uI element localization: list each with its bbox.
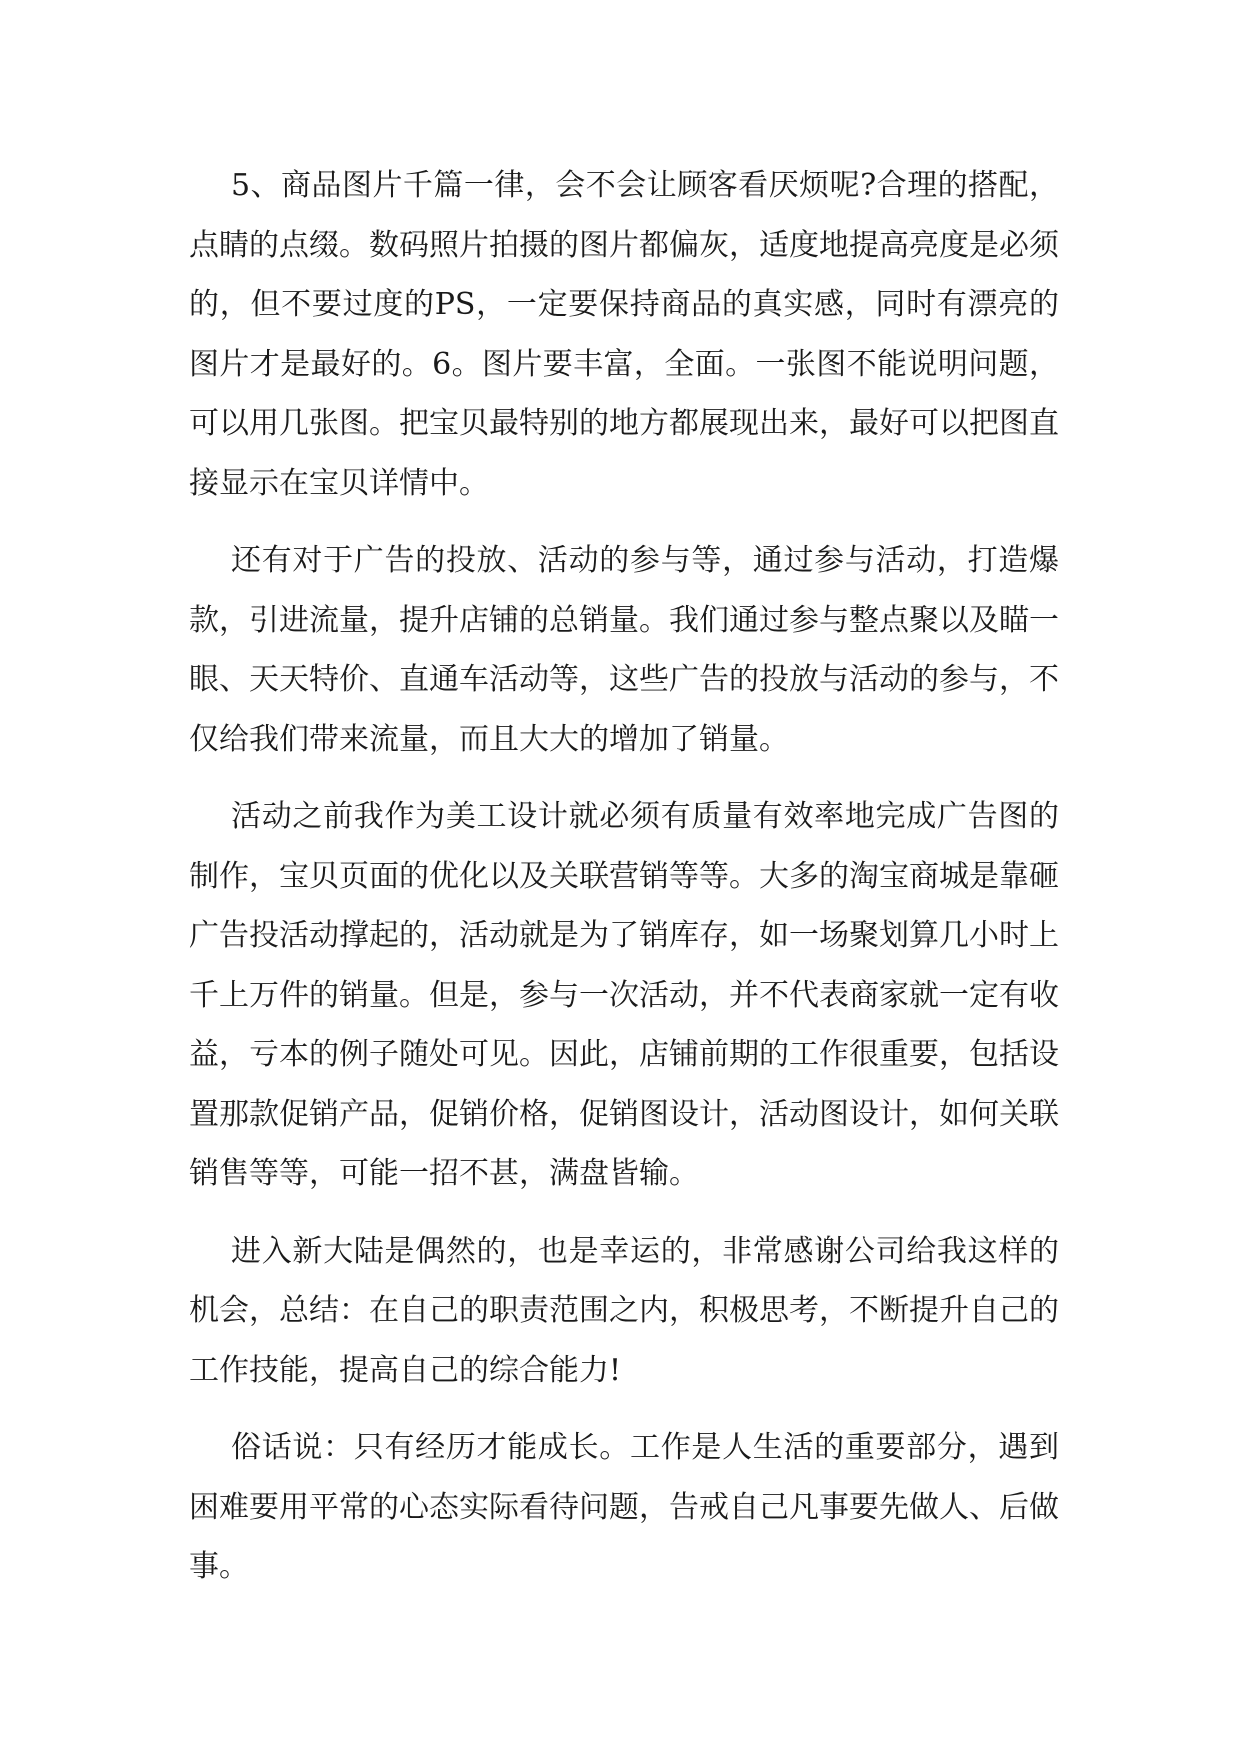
paragraph-1: 5、商品图片千篇一律，会不会让顾客看厌烦呢?合理的搭配，点睛的点缀。数码照片拍摄的图片都偏灰，适度地提高亮度是必须的，但不要过度的PS，一定要保持商品的真实感，同时有漂亮的图片才是最好的。6。图片要丰富，全面。一张图不能说明问题，可以用几张图。把宝贝最特别的地方都展现出来，最好可以把图直接显示在宝贝详情中。 <box>189 168 1059 501</box>
document-body <box>189 156 1059 1615</box>
paragraph-2: 还有对于广告的投放、活动的参与等，通过参与活动，打造爆款，引进流量，提升店铺的总销量。我们通过参与整点聚以及瞄一眼、天天特价、直通车活动等，这些广告的投放与活动的参与，不仅给我们带来流量，而且大大的增加了销量。 <box>189 543 1059 757</box>
paragraph-3: 活动之前我作为美工设计就必须有质量有效率地完成广告图的制作，宝贝页面的优化以及关联营销等等。大多的淘宝商城是靠砸广告投活动撑起的，活动就是为了销库存，如一场聚划算几小时上千上万件的销量。但是，参与一次活动，并不代表商家就一定有收益，亏本的例子随处可见。因此，店铺前期的工作很重要，包括设置那款促销产品，促销价格，促销图设计，活动图设计，如何关联销售等等，可能一招不甚，满盘皆输。 <box>189 799 1059 1191</box>
paragraph-4: 进入新大陆是偶然的，也是幸运的，非常感谢公司给我这样的机会，总结：在自己的职责范围之内，积极思考，不断提升自己的工作技能，提高自己的综合能力! <box>189 1233 1059 1388</box>
paragraph-5: 俗话说：只有经历才能成长。工作是人生活的重要部分，遇到困难要用平常的心态实际看待问题，告戒自己凡事要先做人、后做事。 <box>189 1430 1059 1584</box>
